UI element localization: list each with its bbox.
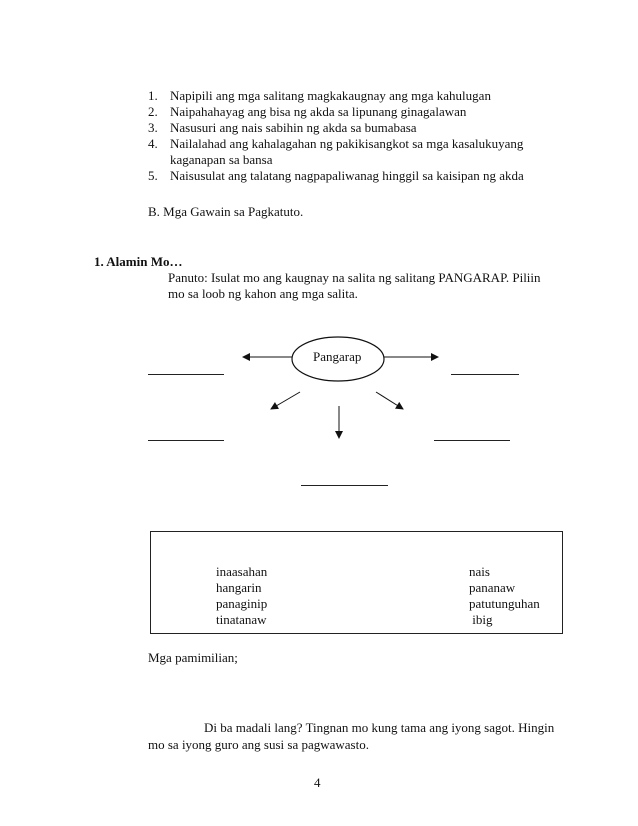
section-b-heading: B. Mga Gawain sa Pagkatuto. — [148, 204, 304, 219]
word-choice: panaginip — [216, 596, 268, 611]
choices-label: Mga pamimilian; — [148, 650, 238, 665]
instructions-line-2: mo sa loob ng kahon ang mga salita. — [168, 286, 358, 301]
objective-text: Nailalahad ang kahalagahan ng pakikisangkot sa mga kasalukuyang kaganapan sa bansa — [170, 136, 524, 167]
arrow-lower-right — [376, 392, 403, 409]
objective-number: 5. — [148, 168, 158, 183]
center-label: Pangarap — [313, 349, 362, 364]
objective-number: 4. — [148, 136, 158, 151]
word-choice: nais — [469, 564, 490, 579]
word-choice: ibig — [469, 612, 493, 627]
word-choice: pananaw — [469, 580, 516, 595]
closing-line-2: mo sa iyong guro ang susi sa pagwawasto. — [148, 737, 369, 752]
answer-blank[interactable] — [301, 485, 388, 486]
page-number: 4 — [314, 775, 321, 790]
objective-text: Napipili ang mga salitang magkakaugnay ang mga kahulugan — [170, 88, 491, 103]
closing-line-1: Di ba madali lang? Tingnan mo kung tama ang iyong sagot. Hingin — [204, 720, 555, 735]
arrow-lower-left — [271, 392, 300, 409]
objective-text: Naipahahayag ang bisa ng akda sa lipunang ginagalawan — [170, 104, 467, 119]
objective-number: 1. — [148, 88, 158, 103]
objective-number: 3. — [148, 120, 158, 135]
objective-text: Nasusuri ang nais sabihin ng akda sa bumabasa — [170, 120, 417, 135]
objective-number: 2. — [148, 104, 158, 119]
answer-blank[interactable] — [148, 440, 224, 441]
activity-title: 1. Alamin Mo… — [94, 254, 183, 269]
answer-blank[interactable] — [451, 374, 519, 375]
word-choice: patutunguhan — [469, 596, 540, 611]
word-choice: hangarin — [216, 580, 262, 595]
word-choice: tinatanaw — [216, 612, 267, 627]
instructions-line-1: Panuto: Isulat mo ang kaugnay na salita ng salitang PANGARAP. Piliin — [168, 270, 541, 285]
answer-blank[interactable] — [434, 440, 510, 441]
word-choice: inaasahan — [216, 564, 268, 579]
objective-text: Naisusulat ang talatang nagpapaliwanag hinggil sa kaisipan ng akda — [170, 168, 524, 183]
answer-blank[interactable] — [148, 374, 224, 375]
